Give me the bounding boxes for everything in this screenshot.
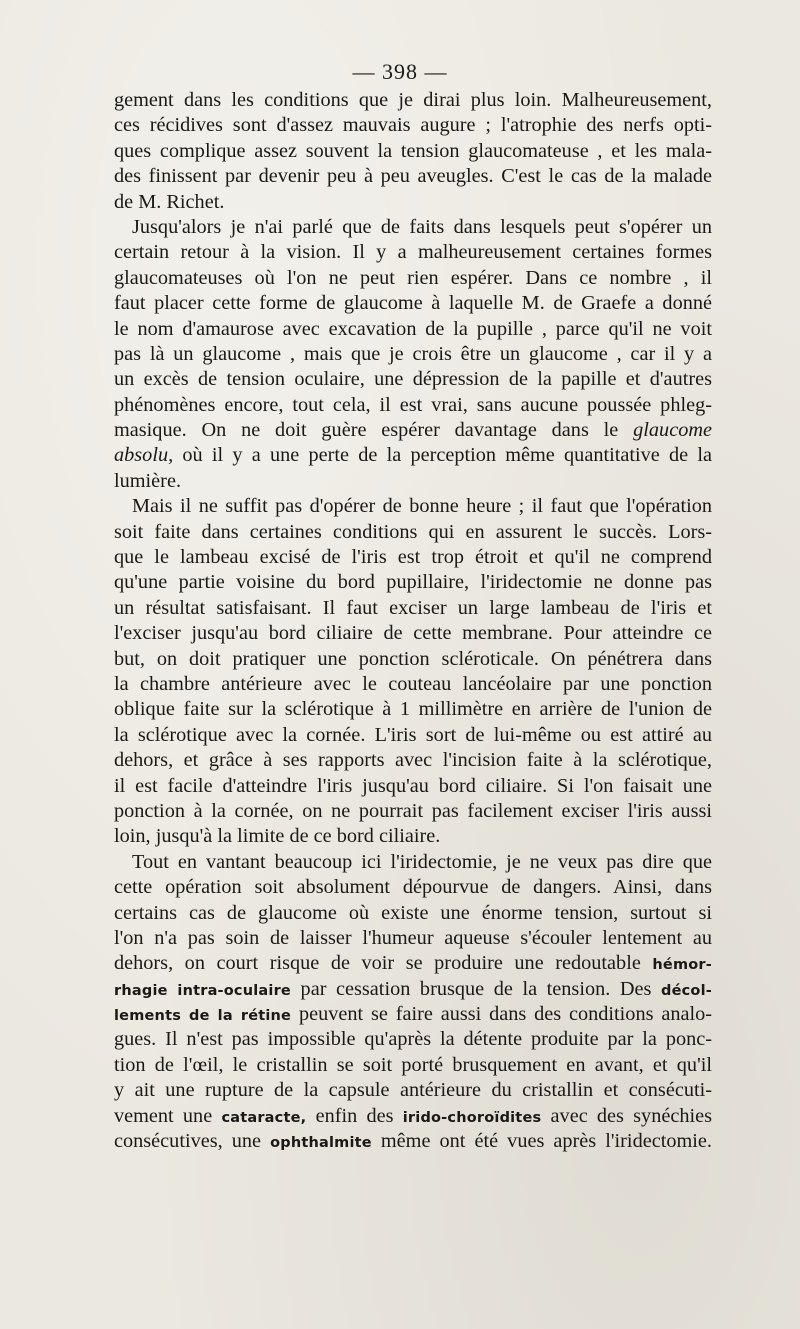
text-line: ces récidives sont d'assez mauvais augure ; l'atrophie des nerfs opti- (114, 114, 712, 137)
text-line (114, 443, 712, 468)
bold-term: cataracte, (221, 1109, 307, 1126)
bold-term: rhagie intra-oculaire (114, 982, 291, 999)
text-line (114, 1104, 712, 1129)
text-line: cette opération soit absolument dépourvue de dangers. Ainsi, dans (114, 876, 712, 899)
bold-term: ophthalmite (270, 1135, 372, 1152)
text-line: certains cas de glaucome où existe une énorme tension, surtout si (114, 901, 712, 924)
italic-term: glaucome (633, 419, 712, 442)
text-segment: masique. On ne doit guère espérer davantage dans le (114, 419, 619, 442)
text-line: dehors, et grâce à ses rapports avec l'incision faite à la sclérotique, (114, 749, 712, 772)
italic-term: absolu, (114, 444, 174, 467)
text-line: gement dans les conditions que je dirai plus loin. Malheureusement, (114, 89, 712, 111)
text-line: il est facile d'atteindre l'iris jusqu'au bord ciliaire. Si l'on faisait une (114, 774, 712, 797)
text-line (114, 1129, 712, 1154)
text-line: phénomènes encore, tout cela, il est vrai, sans aucune poussée phleg- (114, 393, 712, 416)
bold-term: hémor- (652, 957, 712, 974)
text-line: certain retour à la vision. Il y a malheureusement certaines formes (114, 241, 712, 264)
text-line: oblique faite sur la sclérotique à 1 millimètre en arrière de l'union de (114, 698, 712, 721)
text-line: Jusqu'alors je n'ai parlé que de faits dans lesquels peut s'opérer un (132, 215, 712, 238)
text-line: loin, jusqu'à la limite de ce bord ciliaire. (114, 825, 441, 848)
text-line (114, 977, 712, 1002)
text-line: pas là un glaucome , mais que je crois être un glaucome , car il y a (114, 342, 712, 365)
text-segment: par cessation brusque de la tension. Des (300, 977, 652, 1000)
text-line: faut placer cette forme de glaucome à laquelle M. de Graefe a donné (114, 292, 712, 315)
bold-term: irido-choroïdites (402, 1109, 542, 1126)
text-line: un excès de tension oculaire, une dépression de la papille et d'autres (114, 368, 712, 391)
text-line: la chambre antérieure avec le couteau lancéolaire par une ponction (114, 672, 712, 695)
page-number: — 398 — (352, 59, 448, 84)
text-segment: même ont été vues après l'iridectomie. (380, 1130, 712, 1153)
paragraph-4 (114, 850, 712, 1155)
text-segment: avec des synéchies (550, 1104, 713, 1127)
text-segment: enfin des (315, 1104, 394, 1127)
text-line: l'on n'a pas soin de laisser l'humeur aqueuse s'écouler lentement au (114, 926, 712, 949)
text-line: but, on doit pratiquer une ponction scléroticale. On pénétrera dans (114, 647, 712, 670)
text-line (114, 418, 712, 443)
text-segment: consécutives, une (114, 1130, 262, 1153)
text-line: lumière. (114, 469, 182, 492)
text-line (114, 951, 712, 976)
bold-term: décol- (661, 982, 712, 999)
text-line: glaucomateuses où l'on ne peut rien espérer. Dans ce nombre , il (114, 266, 712, 289)
paragraph-2 (114, 215, 712, 494)
text-line: y ait une rupture de la capsule antérieure du cristallin et consécuti- (114, 1079, 712, 1102)
text-line: Mais il ne suffit pas d'opérer de bonne heure ; il faut que l'opération (132, 495, 712, 518)
paragraph-3 (114, 494, 712, 849)
text-line: des finissent par devenir peu à peu aveugles. C'est le cas de la malade (114, 165, 712, 188)
text-line: l'exciser jusqu'au bord ciliaire de cette membrane. Pour atteindre ce (114, 622, 712, 645)
text-line: soit faite dans certaines conditions qui en assurent le succès. Lors- (114, 520, 712, 543)
text-line: tion de l'œil, le cristallin se soit porté brusquement en avant, et qu'il (114, 1053, 712, 1076)
bold-term: lements de la rétine (114, 1008, 292, 1025)
text-line: la sclérotique avec la cornée. L'iris sort de lui-même ou est attiré au (114, 723, 712, 746)
text-segment: vement une (114, 1104, 213, 1127)
text-line: que le lambeau excisé de l'iris est trop étroit et qu'il ne comprend (114, 546, 712, 569)
text-line: ques complique assez souvent la tension glaucomateuse , et les mala- (114, 139, 712, 162)
text-segment: où il y a une perte de la perception même quantitative de la (182, 444, 712, 467)
text-line: un résultat satisfaisant. Il faut exciser un large lambeau de l'iris et (114, 596, 712, 619)
text-line: Tout en vantant beaucoup ici l'iridectomie, je ne veux pas dire que (132, 850, 712, 873)
text-line: ponction à la cornée, on ne pourrait pas facilement exciser l'iris aussi (114, 799, 712, 822)
text-line: de M. Richet. (114, 190, 225, 213)
text-line: le nom d'amaurose avec excavation de la pupille , parce qu'il ne voit (114, 317, 712, 340)
text-line: qu'une partie voisine du bord pupillaire, l'iridectomie ne donne pas (114, 571, 712, 594)
text-segment: dehors, on court risque de voir se produire une redoutable (114, 952, 641, 975)
text-segment: peuvent se faire aussi dans des conditions analo- (298, 1003, 712, 1026)
body-text (114, 88, 712, 1154)
paragraph-1 (114, 88, 712, 215)
text-line (114, 1002, 712, 1027)
text-line: gues. Il n'est pas impossible qu'après la détente produite par la ponc- (114, 1028, 712, 1051)
